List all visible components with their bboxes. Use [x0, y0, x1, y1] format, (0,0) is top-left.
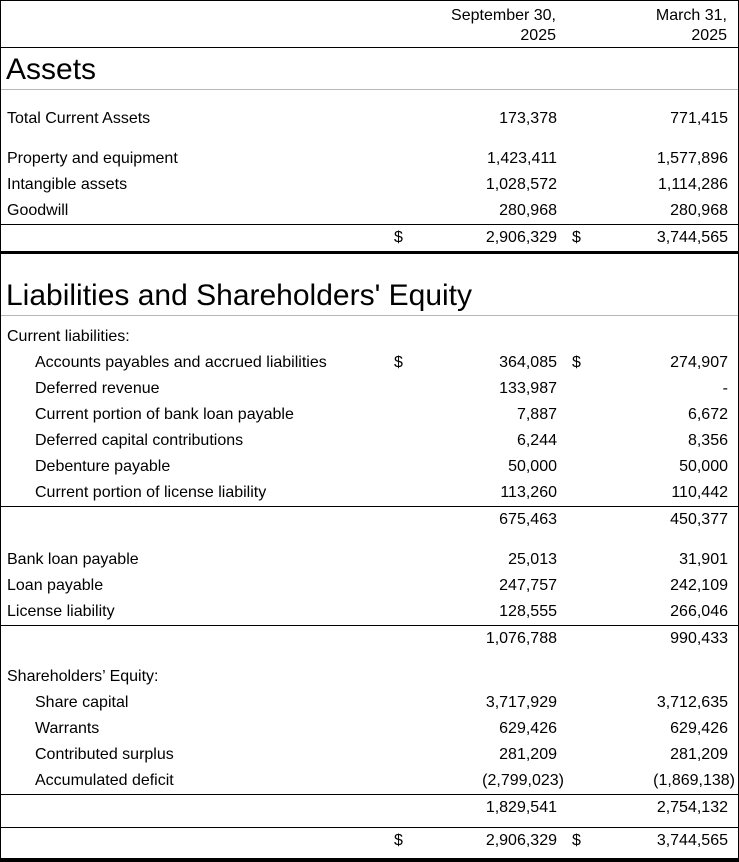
row-current-portion-license-liability [1, 480, 738, 507]
value-period-2: (1,869,138) [653, 772, 735, 789]
value-period-2: 6,672 [687, 406, 728, 423]
row-total-assets [1, 225, 738, 254]
value-period-2: 274,907 [670, 354, 728, 371]
total-period-1: 2,906,329 [485, 832, 557, 849]
value-period-1: (2,799,023) [482, 772, 564, 789]
row-total-liabilities-and-equity [1, 828, 738, 854]
value-period-1: 113,260 [500, 484, 557, 501]
value-period-2: 771,415 [670, 110, 728, 127]
row-shareholders-equity-label [1, 664, 738, 690]
subtotal-period-1: 675,463 [499, 511, 557, 528]
column-header-period-1 [393, 6, 556, 46]
value-period-1: 247,757 [499, 577, 557, 594]
row-label: Goodwill [7, 202, 69, 219]
value-period-2: 281,209 [670, 746, 728, 763]
value-period-2: 629,426 [670, 720, 728, 737]
value-period-2: 50,000 [679, 458, 728, 475]
value-period-2: 1,114,286 [658, 176, 728, 193]
period-2-date: March 31, [655, 7, 727, 24]
row-label: License liability [7, 603, 115, 620]
value-period-1: 280,968 [499, 202, 557, 219]
value-period-2: 242,109 [670, 577, 728, 594]
spacer [1, 316, 738, 324]
row-equity-subtotal [1, 795, 738, 821]
dollar-sign: $ [394, 229, 403, 246]
value-period-1: 6,244 [516, 432, 557, 449]
row-label: Current portion of license liability [35, 484, 267, 501]
row-warrants [1, 716, 738, 742]
value-period-2: 266,046 [670, 603, 728, 620]
value-period-1: 629,426 [499, 720, 557, 737]
total-period-2: 3,744,565 [656, 832, 728, 849]
row-label: Deferred revenue [35, 380, 160, 397]
subtotal-period-1: 1,829,541 [485, 799, 557, 816]
value-period-2: 1,577,896 [656, 150, 728, 167]
dollar-sign: $ [394, 354, 403, 371]
row-current-portion-bank-loan [1, 402, 738, 428]
total-period-2: 3,744,565 [656, 229, 728, 246]
row-label: Contributed surplus [35, 746, 174, 763]
spacer [1, 132, 738, 146]
column-headers [1, 1, 738, 48]
value-period-1: 173,378 [499, 110, 557, 127]
row-goodwill [1, 198, 738, 225]
row-label: Share capital [35, 694, 129, 711]
row-contributed-surplus [1, 742, 738, 768]
value-period-1: 133,987 [499, 380, 557, 397]
row-debenture-payable [1, 454, 738, 480]
value-period-2: 3,712,635 [656, 694, 728, 711]
column-header-period-2 [556, 6, 738, 46]
value-period-1: 1,423,411 [487, 150, 557, 167]
total-period-1: 2,906,329 [485, 229, 557, 246]
value-period-1: 1,028,572 [485, 176, 557, 193]
row-total-liabilities-subtotal [1, 626, 738, 652]
value-period-1: 128,555 [499, 603, 557, 620]
dollar-sign: $ [572, 832, 581, 849]
period-1-date: September 30, [451, 7, 556, 24]
value-period-1: 3,717,929 [485, 694, 557, 711]
period-2-year: 2025 [691, 27, 727, 44]
row-property-and-equipment [1, 146, 738, 172]
row-share-capital [1, 690, 738, 716]
row-current-liabilities-label [1, 324, 738, 350]
row-loan-payable [1, 573, 738, 599]
subtotal-period-2: 990,433 [670, 630, 728, 647]
dollar-sign: $ [572, 229, 581, 246]
row-total-current-assets [1, 106, 738, 132]
value-period-2: - [722, 380, 728, 397]
row-label: Accumulated deficit [35, 772, 174, 789]
row-intangible-assets [1, 172, 738, 198]
value-period-2: 110,442 [671, 484, 728, 501]
row-label: Intangible assets [7, 176, 128, 193]
row-deferred-capital-contributions [1, 428, 738, 454]
spacer [1, 533, 738, 547]
group-label: Current liabilities: [7, 328, 130, 345]
row-label: Current portion of bank loan payable [35, 406, 294, 423]
dollar-sign: $ [572, 354, 581, 371]
dollar-sign: $ [394, 832, 403, 849]
spacer [1, 90, 738, 106]
row-label: Warrants [35, 720, 100, 737]
value-period-1: 364,085 [499, 354, 557, 371]
subtotal-period-2: 2,754,132 [656, 799, 728, 816]
row-accounts-payables [1, 350, 738, 376]
row-current-liabilities-subtotal [1, 507, 738, 533]
subtotal-period-1: 1,076,788 [485, 630, 557, 647]
subtotal-period-2: 450,377 [670, 511, 728, 528]
value-period-2: 31,901 [679, 551, 728, 568]
section-heading-assets: Assets [1, 48, 738, 90]
row-label: Property and equipment [7, 150, 178, 167]
value-period-1: 7,887 [516, 406, 557, 423]
row-label: Deferred capital contributions [35, 432, 244, 449]
section-heading-liabilities-equity: Liabilities and Shareholders' Equity [1, 274, 738, 316]
row-label: Accounts payables and accrued liabilities [35, 354, 327, 371]
spacer-rule [1, 821, 738, 828]
value-period-1: 25,013 [508, 551, 557, 568]
row-accumulated-deficit [1, 768, 738, 795]
spacer [1, 652, 738, 664]
row-label: Total Current Assets [7, 110, 151, 127]
row-label: Debenture payable [35, 458, 171, 475]
row-label: Loan payable [7, 577, 104, 594]
row-license-liability [1, 599, 738, 626]
row-bank-loan-payable [1, 547, 738, 573]
period-1-year: 2025 [520, 27, 556, 44]
row-deferred-revenue [1, 376, 738, 402]
group-label: Shareholders’ Equity: [7, 668, 159, 685]
value-period-2: 280,968 [670, 202, 728, 219]
row-label: Bank loan payable [7, 551, 139, 568]
value-period-1: 50,000 [508, 458, 557, 475]
value-period-2: 8,356 [687, 432, 728, 449]
value-period-1: 281,209 [499, 746, 557, 763]
